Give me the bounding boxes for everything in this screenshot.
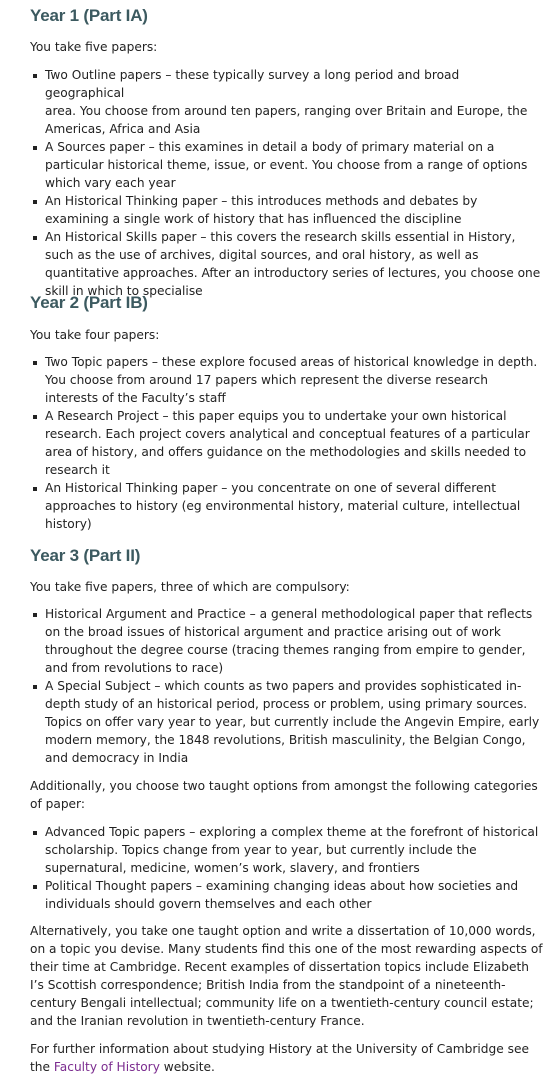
list-item-line: Historical Argument and Practice – a general methodological paper that reflects — [45, 607, 533, 621]
bullet-icon — [33, 885, 37, 889]
text-line: Alternatively, you take one taught option and write a dissertation of 10,000 words, — [30, 924, 536, 938]
bullet-icon — [33, 487, 37, 491]
list-item-line: modern memory, the 1848 revolutions, British masculinity, the Belgian Congo, — [45, 733, 526, 747]
year1-intro: You take five papers: — [30, 40, 158, 54]
year3-additional-text — [30, 777, 542, 813]
list-item-line: quantitative approaches. After an introductory series of lectures, you choose one — [45, 266, 541, 280]
bullet-icon — [33, 613, 37, 617]
faculty-of-history-link[interactable]: Faculty of History — [53, 1060, 160, 1074]
further-info-paragraph — [30, 1040, 544, 1076]
bullet-icon — [33, 361, 37, 365]
bullet-icon — [33, 236, 37, 240]
bullet-icon — [33, 74, 37, 78]
bullet-icon — [33, 200, 37, 204]
list-item-line: A Special Subject – which counts as two papers and provides sophisticated in- — [45, 679, 522, 693]
list-item-line: scholarship. Topics change from year to year, but currently include the — [45, 843, 477, 857]
list-item-line: and democracy in India — [45, 751, 189, 765]
dissertation-paragraph — [30, 922, 544, 1030]
list-item-line: approaches to history (eg environmental history, material culture, intellectual — [45, 499, 521, 513]
list-item-line: A Research Project – this paper equips you to undertake your own historical — [45, 409, 507, 423]
list-item — [30, 605, 542, 677]
year1-papers-list — [30, 66, 542, 300]
list-item-line: Americas, Africa and Asia — [45, 122, 201, 136]
list-item — [30, 479, 542, 533]
list-item-line: A Sources paper – this examines in detail a body of primary material on a — [45, 140, 495, 154]
list-item-line: skill in which to specialise — [45, 284, 203, 298]
list-item — [30, 138, 542, 192]
list-item-line: particular historical theme, issue, or event. You choose from a range of options — [45, 158, 528, 172]
list-item-line: individuals should govern themselves and each other — [45, 897, 372, 911]
bullet-icon — [33, 831, 37, 835]
list-item — [30, 877, 542, 913]
list-item-line: interests of the Faculty’s staff — [45, 391, 226, 405]
list-item-line: on the broad issues of historical argument and practice arising out of work — [45, 625, 501, 639]
text-line: and the Iranian revolution in twentieth-century France. — [30, 1014, 365, 1028]
list-item-line: Political Thought papers – examining changing ideas about how societies and — [45, 879, 519, 893]
list-item-line: such as the use of archives, digital sources, and oral history, as well as — [45, 248, 479, 262]
bullet-icon — [33, 415, 37, 419]
list-item-line: research. Each project covers analytical and conceptual features of a particular — [45, 427, 530, 441]
bullet-icon — [33, 146, 37, 150]
list-item-line: history) — [45, 517, 92, 531]
list-item — [30, 353, 542, 407]
list-item-line: research it — [45, 463, 110, 477]
bullet-icon — [33, 685, 37, 689]
list-item — [30, 677, 542, 767]
year2-papers-list — [30, 353, 542, 533]
year3-heading: Year 3 (Part II) — [30, 546, 141, 565]
list-item-line: examining a single work of history that has influenced the discipline — [45, 212, 462, 226]
list-item-line: An Historical Thinking paper – you concentrate on one of several different — [45, 481, 497, 495]
list-item-line: Two Outline papers – these typically survey a long period and broad geographical — [45, 68, 460, 100]
text-line: century Bengali intellectual; community life on a twentieth-century council estate; — [30, 996, 534, 1010]
list-item-line: supernatural, medicine, women’s work, slavery, and frontiers — [45, 861, 420, 875]
further-info-suffix: website. — [159, 1060, 215, 1074]
year2-heading: Year 2 (Part IB) — [30, 293, 148, 312]
list-item — [30, 192, 542, 228]
text-line: I’s Scottish correspondence; British India from the standpoint of a nineteenth- — [30, 978, 506, 992]
list-item-line: Advanced Topic papers – exploring a complex theme at the forefront of historical — [45, 825, 539, 839]
year2-intro: You take four papers: — [30, 328, 160, 342]
year3-intro: You take five papers, three of which are compulsory: — [30, 580, 350, 594]
further-info-prefix: the — [30, 1060, 54, 1074]
list-item-line: area. You choose from around ten papers, ranging over Britain and Europe, the — [45, 104, 528, 118]
year3-options-list — [30, 823, 542, 913]
list-item — [30, 228, 542, 300]
year1-heading: Year 1 (Part IA) — [30, 6, 148, 25]
text-line: Additionally, you choose two taught options from amongst the following categories — [30, 779, 538, 793]
list-item-line: An Historical Thinking paper – this introduces methods and debates by — [45, 194, 478, 208]
list-item-line: Topics on offer vary year to year, but currently include the Angevin Empire, early — [45, 715, 540, 729]
text-line: on a topic you devise. Many students find this one of the most rewarding aspects of — [30, 942, 543, 956]
list-item — [30, 823, 542, 877]
list-item-line: throughout the degree course (tracing themes ranging from empire to gender, — [45, 643, 526, 657]
list-item — [30, 66, 542, 138]
further-info-line1: For further information about studying History at the University of Cambridge see — [30, 1042, 529, 1056]
list-item-line: which vary each year — [45, 176, 176, 190]
text-line: their time at Cambridge. Recent examples of dissertation topics include Elizabeth — [30, 960, 529, 974]
list-item-line: depth study of an historical period, process or problem, using primary sources. — [45, 697, 528, 711]
list-item-line: area of history, and offers guidance on the methodologies and skills needed to — [45, 445, 527, 459]
year3-compulsory-list — [30, 605, 542, 767]
list-item-line: An Historical Skills paper – this covers the research skills essential in History, — [45, 230, 516, 244]
text-line: of paper: — [30, 797, 85, 811]
list-item-line: and from revolutions to race) — [45, 661, 224, 675]
list-item — [30, 407, 542, 479]
list-item-line: Two Topic papers – these explore focused areas of historical knowledge in depth. — [45, 355, 538, 369]
list-item-line: You choose from around 17 papers which represent the diverse research — [45, 373, 488, 387]
